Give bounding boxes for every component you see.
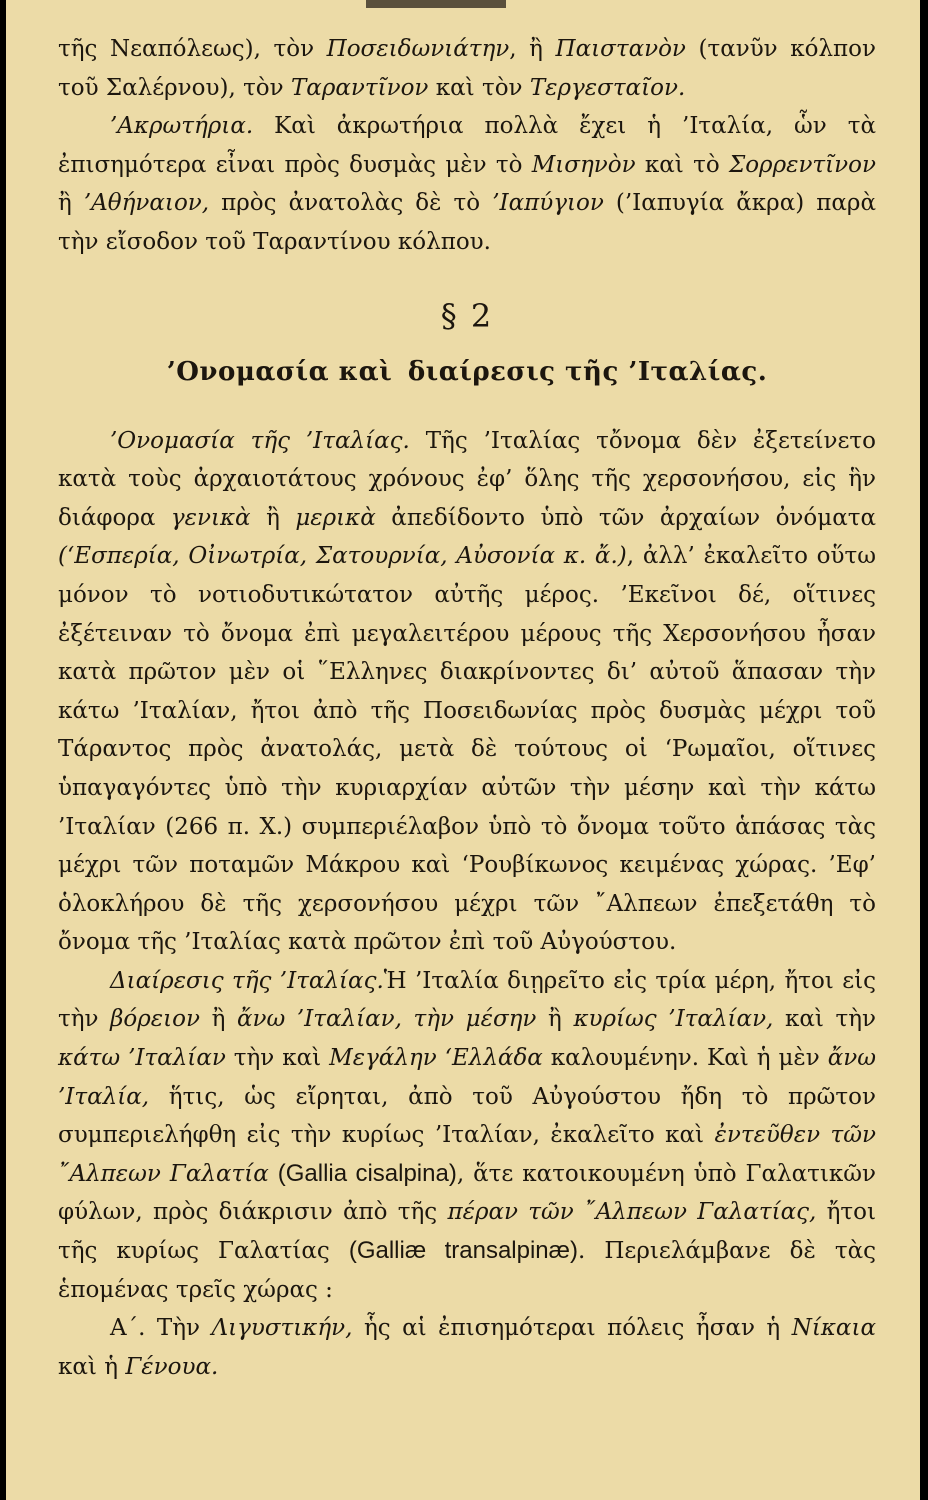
text-run-italic: κάτω ’Ιταλίαν (58, 1045, 226, 1072)
section-number: § 2 (440, 296, 494, 335)
text-run-italic: πέραν τῶν ῎Αλπεων Γαλατίας, (447, 1199, 817, 1226)
text-run-italic: μερικὰ (295, 504, 376, 531)
text-run-italic: Μισηνὸν (531, 151, 636, 178)
paragraph-lead: ’Ακρωτήρια. (110, 113, 254, 140)
text-run-italic: Μεγάλην ‘Ελλάδα (329, 1045, 543, 1072)
heading-part: διαίρεσις τῆς ’Ιταλίας. (407, 356, 768, 387)
paragraph-lead: Διαίρεσις τῆς ’Ιταλίας. (110, 967, 384, 994)
text-run-italic: κυρίως ’Ιταλίαν, (573, 1006, 774, 1033)
text-run-italic: ἄνω ’Ιταλία, (58, 1045, 876, 1110)
text-run-italic: Ταραντῖνον (290, 74, 429, 101)
text-run-italic: ἐντεῦθεν τῶν ῎Αλπεων Γαλατία (58, 1122, 876, 1187)
book-page (6, 0, 920, 1500)
text-run: πρὸς ἀνατολὰς δὲ τὸ (209, 190, 493, 217)
paragraph-lead: ’Ονομασία τῆς ’Ιταλίας. (110, 427, 410, 454)
text-run: ἢ (58, 190, 84, 217)
text-run-italic: βόρειον (110, 1006, 200, 1033)
text-run: ἀπεδίδοντο ὑπὸ τῶν ἀρχαίων ὀνόματα (375, 504, 876, 531)
text-run: ἢ (250, 504, 296, 531)
text-run-italic: Ποσειδωνιάτην (326, 36, 510, 62)
paragraph-liguria (58, 1309, 876, 1386)
text-run-italic: Γένουα. (125, 1353, 219, 1380)
page-top-mark (366, 0, 506, 8)
latin-term: (Gallia cisalpina) (277, 1159, 457, 1187)
heading-part: ’Ονομασία καὶ (166, 356, 393, 387)
paragraph-capes (58, 107, 876, 261)
paragraph-ports-continued (58, 30, 876, 107)
text-run: , ἅτε κατοικουμένη ὑπὸ Γαλατικῶν φύλων, πρὸς διάκρισιν ἀπὸ τῆς (58, 1160, 876, 1226)
text-run: τῆς Νεαπόλεως), τὸν (58, 36, 327, 62)
text-run: Καὶ ἀκρωτήρια πολλὰ ἔχει ἡ ’Ιταλία, ὧν τὰ ἐπισημότερα εἶναι πρὸς δυσμὰς μὲν τὸ (58, 113, 876, 178)
text-run: , ἢ (509, 36, 556, 62)
text-run-italic: Λιγυστικήν, (211, 1315, 353, 1342)
text-run-italic: Παιστανὸν (555, 36, 686, 62)
text-run: (’Ιαπυγία ἄκρα) παρὰ τὴν εἴσοδον τοῦ Ταραντίνου κόλπου. (58, 190, 876, 255)
text-run: Ἡ ’Ιταλία διῃρεῖτο εἰς τρία μέρη, ἤτοι εἰς τὴν (58, 967, 877, 1033)
text-run: καὶ τὸν (428, 74, 530, 101)
text-run-italic: ’Ιαπύγιον (492, 190, 604, 217)
text-run: . Περιελάμβανε δὲ τὰς ἑπομένας τρεῖς χώρας : (58, 1238, 877, 1303)
text-run: καλουμένην. Καὶ ἡ μὲν (542, 1045, 828, 1072)
text-run: , ἀλλ’ ἐκαλεῖτο οὕτω μόνον τὸ νοτιοδυτικώτατον αὐτῆς μέρος. ’Εκεῖνοι δέ, οἵτινες ἐξέτειναν τὸ ὄνομα ἐπὶ μεγαλειτέρου μέρους τῆς Χερσονήσου ἦσαν κατὰ πρῶτον μὲν οἱ ῞Ελληνες διακρίνοντες δι’ αὐτοῦ ἅπασαν τὴν κάτω ’Ιταλίαν, ἤτοι ἀπὸ τῆς Ποσειδωνίας πρὸς δυσμὰς μέχρι τοῦ Τάραντος πρὸς ἀνατολάς, μετὰ δὲ τούτους οἱ ‘Ρωμαῖοι, οἵτινες ὑπαγαγόντες ὑπὸ τὴν κυριαρχίαν αὐτῶν τὴν μέσην καὶ τὴν κάτω ’Ιταλίαν (266 π. Χ.) συμπεριέλαβον ὑπὸ τὸ ὄνομα τοῦτο ἁπάσας τὰς μέχρι τῶν ποταμῶν Μάκρου καὶ ‘Ρουβίκωνος κειμένας χώρας. ’Εφ’ ὁλοκλήρου δὲ τῆς χερσονήσου μέχρι τῶν ῎Αλπεων ἐπεξετάθη τὸ ὄνομα τῆς ’Ιταλίας κατὰ πρῶτον ἐπὶ τοῦ Αὐγούστου. (58, 543, 876, 956)
text-run-italic: Τεργεσταῖον. (529, 74, 686, 101)
text-run: ἧς αἱ ἐπισημότεραι πόλεις ἦσαν ἡ (352, 1315, 792, 1342)
paragraph-division-of-italy (58, 962, 876, 1309)
text-run: καὶ τὸ (635, 151, 729, 178)
text-run: (τανῦν κόλπον τοῦ Σαλέρνου), τὸν (58, 36, 877, 101)
paragraph-name-of-italy (58, 422, 876, 962)
text-run: Τῆς ’Ιταλίας τὄνομα δὲν ἐξετείνετο κατὰ τοὺς ἀρχαιοτάτους χρόνους ἐφ’ ὅλης τῆς χερσονήσου, εἰς ἣν διάφορα (58, 427, 876, 531)
text-run-italic: ’Αθήναιον, (83, 190, 210, 217)
text-run-italic: (‘Εσπερία, Οἰνωτρία, Σατουρνία, Αὐσονία κ. ἄ.) (58, 543, 627, 570)
text-run-italic: ἄνω ’Ιταλίαν, τὴν μέσην (236, 1006, 537, 1033)
text-run: ἢ (536, 1006, 574, 1033)
text-run: ἢ (199, 1006, 237, 1033)
text-run-italic: Σορρεντῖνον (728, 151, 876, 178)
text-run: τὴν καὶ (225, 1045, 330, 1072)
text-run: καὶ τὴν (773, 1006, 877, 1033)
text-run: καὶ ἡ (58, 1353, 126, 1380)
latin-term: (Galliæ transalpinæ) (348, 1237, 578, 1265)
text-run: ἥτις, ὡς εἴρηται, ἀπὸ τοῦ Αὐγούστου ἤδη τὸ πρῶτον συμπεριελήφθη εἰς τὴν κυρίως ’Ιταλίαν, ἐκαλεῖτο καὶ (58, 1083, 876, 1149)
text-run (269, 1161, 278, 1187)
page-body (58, 30, 876, 1386)
text-run-italic: Νίκαια (791, 1315, 876, 1342)
section-heading (58, 352, 876, 392)
text-run: ἤτοι τῆς κυρίως Γαλατίας (58, 1199, 877, 1265)
text-run-italic: γενικὰ (170, 504, 251, 531)
text-run: Α΄. Τὴν (110, 1315, 212, 1342)
